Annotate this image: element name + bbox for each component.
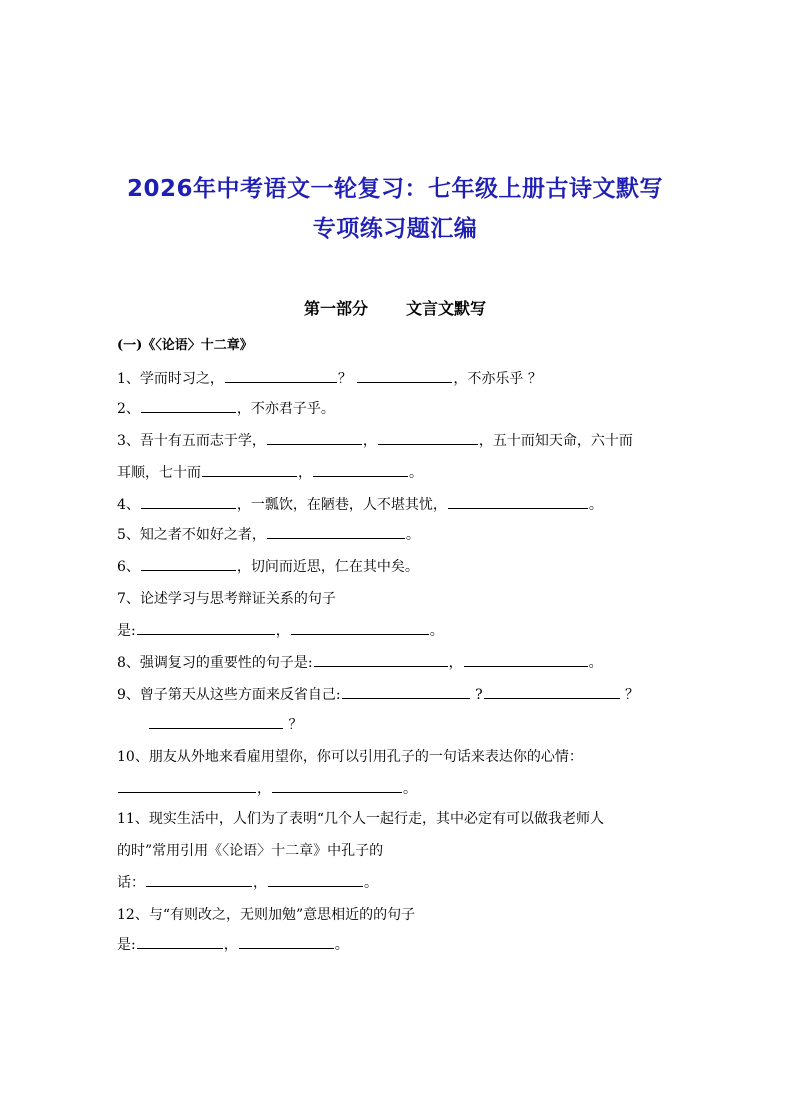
question-9-continued — [148, 714, 302, 734]
question-8 — [117, 652, 603, 672]
question-1 — [117, 368, 542, 388]
question-3 — [117, 430, 633, 450]
q8-text-c: 。 — [588, 655, 603, 671]
q5-text-a: 5、知之者不如好之者， — [117, 527, 266, 543]
question-3-continued — [117, 462, 423, 482]
section-name: 文言文默写 — [406, 299, 487, 318]
question-4 — [117, 494, 603, 514]
q10-text-c: 。 — [403, 781, 417, 797]
question-9 — [117, 684, 639, 704]
answer-blank[interactable] — [141, 494, 236, 509]
q3-text-c: ，五十而知天命，六十而 — [478, 433, 633, 449]
answer-blank[interactable] — [202, 462, 297, 477]
document-title-line-1: 2026年中考语文一轮复习：七年级上册古诗文默写 — [126, 176, 663, 202]
q3-text-d: 耳顺，七十而 — [117, 465, 201, 481]
q4-text-a: 4、 — [117, 497, 140, 513]
q11-text-e: 。 — [364, 875, 378, 891]
answer-blank[interactable] — [272, 778, 402, 793]
question-10-continued — [117, 778, 417, 798]
q7-text-b: 是: — [117, 623, 136, 639]
answer-blank[interactable] — [448, 494, 588, 509]
question-12: 12、与“有则改之，无则加勉”意思相近的的句子 — [117, 907, 416, 923]
answer-blank[interactable] — [313, 462, 408, 477]
q1-text-b: ？ — [337, 371, 352, 387]
q10-text-b: ， — [257, 781, 271, 797]
answer-blank[interactable] — [267, 430, 362, 445]
subsection-heading: (一)《〈论语〉十二章》 — [117, 338, 253, 353]
answer-blank[interactable] — [225, 368, 337, 383]
q1-text-c: ，不亦乐乎 ？ — [453, 371, 542, 387]
q12-text-d: 。 — [334, 937, 349, 953]
q11-text-c: 话： — [117, 875, 145, 891]
q6-text-b: ，切问而近思，仁在其中矣。 — [236, 559, 419, 575]
section-heading — [0, 296, 790, 319]
q4-text-b: ，一瓢饮，在陋巷，人不堪其忧， — [236, 497, 447, 513]
section-part: 第一部分 — [303, 299, 368, 318]
question-7-continued — [117, 620, 444, 640]
question-10: 10、朋友从外地来看雇用望你，你可以引用孔子的一句话来表达你的心情： — [117, 749, 583, 765]
q9-text-a: 9、曾子第天从这些方面来反省自己: — [117, 687, 341, 703]
q3-text-a: 3、吾十有五而志于学， — [117, 433, 266, 449]
q2-text-b: ，不亦君子乎。 — [236, 401, 335, 417]
answer-blank[interactable] — [484, 684, 620, 699]
q12-text-b: 是: — [117, 937, 136, 953]
q8-text-a: 8、强调复习的重要性的句子是: — [117, 655, 313, 671]
q9-text-c: ？ — [625, 687, 640, 703]
answer-blank[interactable] — [239, 934, 334, 949]
answer-blank[interactable] — [268, 872, 363, 887]
question-6 — [117, 556, 419, 576]
q3-text-b: ， — [362, 433, 377, 449]
question-11-answer — [117, 872, 378, 892]
q12-text-c: ， — [223, 937, 238, 953]
q11-text-d: ， — [253, 875, 267, 891]
q3-text-f: 。 — [409, 465, 423, 481]
q9-text-b: ? — [475, 687, 483, 703]
answer-blank[interactable] — [137, 620, 275, 635]
question-5 — [117, 524, 420, 544]
answer-blank[interactable] — [149, 714, 283, 729]
answer-blank[interactable] — [464, 652, 588, 667]
question-2 — [117, 398, 335, 418]
q8-text-b: ， — [448, 655, 463, 671]
document-title-line-2: 专项练习题汇编 — [312, 216, 478, 242]
question-11-continued: 的时”常用引用《〈论语〉十二章》中孔子的 — [117, 843, 384, 859]
q2-text-a: 2、 — [117, 401, 140, 417]
answer-blank[interactable] — [378, 430, 478, 445]
q6-text-a: 6、 — [117, 559, 140, 575]
question-11: 11、现实生活中，人们为了表明“几个人一起行走，其中必定有可以做我老师人 — [117, 811, 604, 827]
answer-blank[interactable] — [137, 934, 223, 949]
q1-text-a: 1、学而时习之， — [117, 371, 224, 387]
q3-text-e: ， — [298, 465, 312, 481]
q7-text-d: 。 — [429, 623, 444, 639]
answer-blank[interactable] — [291, 620, 429, 635]
q9-text-d: ？ — [288, 717, 303, 733]
q5-text-b: 。 — [405, 527, 420, 543]
question-12-continued — [117, 934, 349, 954]
q7-text-c: ， — [275, 623, 290, 639]
answer-blank[interactable] — [314, 652, 448, 667]
answer-blank[interactable] — [141, 398, 236, 413]
answer-blank[interactable] — [146, 872, 252, 887]
answer-blank[interactable] — [357, 368, 452, 383]
answer-blank[interactable] — [342, 684, 470, 699]
question-7: 7、论述学习与思考辩证关系的句子 — [117, 591, 336, 607]
answer-blank[interactable] — [118, 778, 256, 793]
q4-text-c: 。 — [588, 497, 603, 513]
answer-blank[interactable] — [267, 524, 405, 539]
answer-blank[interactable] — [141, 556, 236, 571]
